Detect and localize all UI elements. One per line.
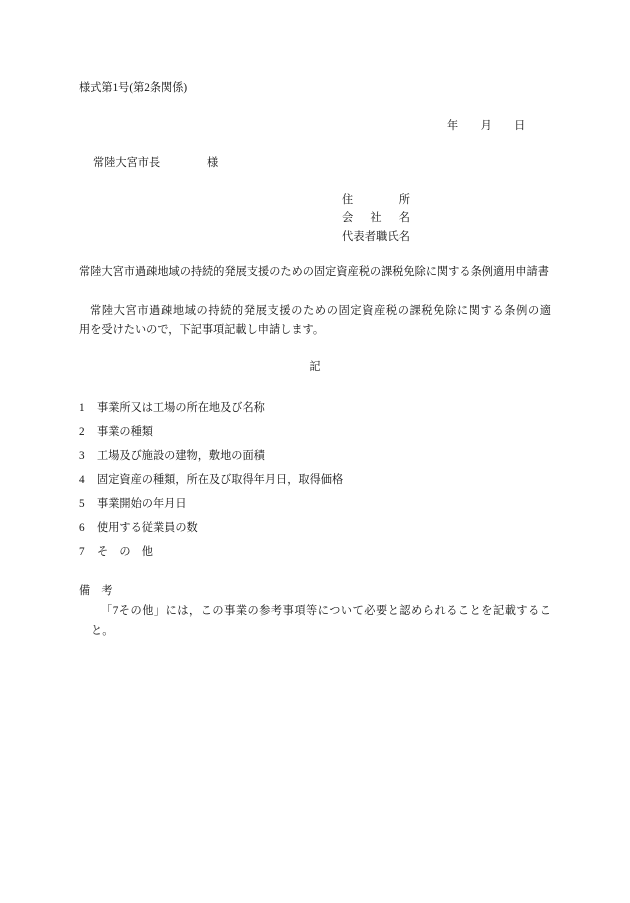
list-item <box>79 400 551 416</box>
applicant-representative-label: 代表者職氏名 <box>342 231 410 243</box>
remarks-line: と。 <box>91 625 114 637</box>
body-line: 常陸大宮市過疎地域の持続的発展支援のための固定資産税の課税免除に関する条例の適 <box>90 305 551 317</box>
list-item-number: 1 <box>79 402 85 414</box>
list-item-number: 7 <box>79 546 85 558</box>
list-item-number: 5 <box>79 498 85 510</box>
list-item-text: 固定資産の種類，所在及び取得年月日，取得価格 <box>97 474 344 486</box>
date-line: 年 月 日 <box>447 120 526 132</box>
list-item <box>79 472 551 488</box>
list-item <box>79 424 551 440</box>
list-item-text: 工場及び施設の建物，敷地の面積 <box>97 450 265 462</box>
list-item <box>79 544 551 560</box>
remarks-heading: 備 考 <box>79 585 113 597</box>
applicant-address-label: 住 所 <box>342 194 410 206</box>
list-item <box>79 520 551 536</box>
list-item-number: 4 <box>79 474 85 486</box>
list-item <box>79 496 551 512</box>
list-item-number: 2 <box>79 426 85 438</box>
list-item-text: そ の 他 <box>97 546 153 558</box>
remarks-line: 「7その他」には，この事業の参考事項等について必要と認められることを記載するこ <box>101 605 551 617</box>
list-item-text: 事業所又は工場の所在地及び名称 <box>97 402 265 414</box>
list-item-text: 事業開始の年月日 <box>97 498 187 510</box>
list-item-number: 3 <box>79 450 85 462</box>
document-title: 常陸大宮市過疎地域の持続的発展支援のための固定資産税の課税免除に関する条例適用申請書 <box>79 266 549 278</box>
list-item-text: 事業の種類 <box>97 426 153 438</box>
applicant-company-label: 会 社 名 <box>342 212 410 224</box>
addressee-honorific: 様 <box>207 157 219 169</box>
list-item-text: 使用する従業員の数 <box>97 522 198 534</box>
addressee-name: 常陸大宮市長 <box>93 157 161 169</box>
form-number: 様式第1号(第2条関係) <box>79 82 188 94</box>
list-item <box>79 448 551 464</box>
body-line: 用を受けたいので，下記事項記載し申請します。 <box>79 324 325 336</box>
record-heading: 記 <box>309 361 321 373</box>
list-item-number: 6 <box>79 522 85 534</box>
